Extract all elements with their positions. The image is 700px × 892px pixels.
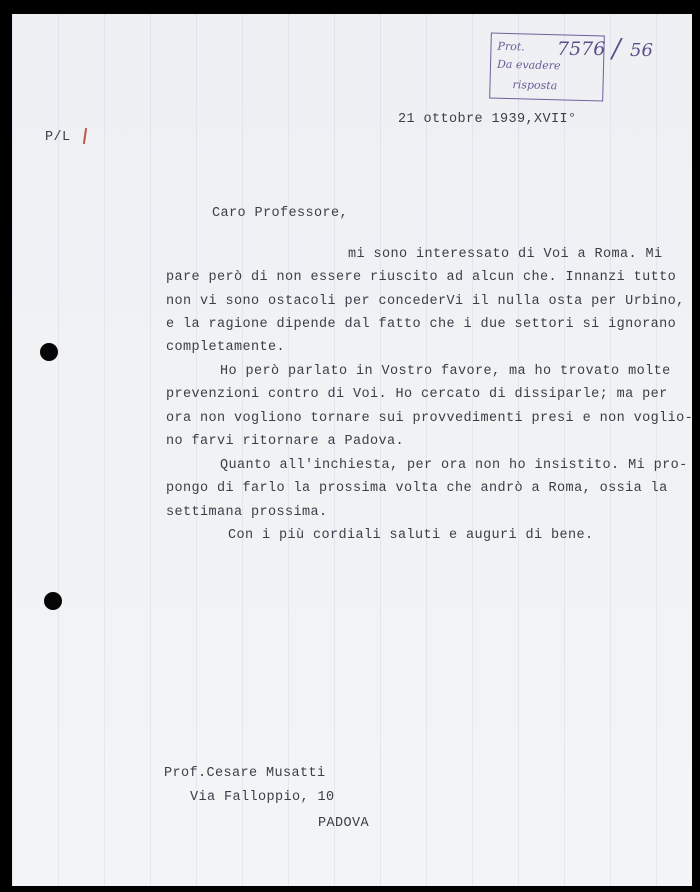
- letter-page: [12, 14, 692, 886]
- body-line: settimana prossima.: [166, 505, 328, 520]
- punch-hole: [44, 592, 62, 610]
- body-line: completamente.: [166, 340, 286, 355]
- body-line: Quanto all'inchiesta, per ora non ho insistito. Mi pro-: [220, 458, 688, 473]
- body-line: ora non vogliono tornare sui provvedimenti presi e non voglio-: [166, 411, 694, 426]
- body-line: non vi sono ostacoli per concederVi il nulla osta per Urbino,: [166, 294, 685, 309]
- stamp-line-2: Da evadere: [496, 57, 561, 73]
- letter-date: 21 ottobre 1939,XVII°: [398, 112, 577, 127]
- body-line: no farvi ritornare a Padova.: [166, 434, 405, 449]
- stamp-line-1: Prot.: [497, 39, 525, 54]
- body-line: pare però di non essere riuscito ad alcun che. Innanzi tutto: [166, 270, 677, 285]
- initials: P/L: [45, 130, 71, 145]
- body-line: prevenzioni contro di Voi. Ho cercato di dissiparle; ma per: [166, 387, 668, 402]
- recipient-name: Prof.Cesare Musatti: [164, 766, 326, 781]
- body-line: pongo di farlo la prossima volta che andrò a Roma, ossia la: [166, 481, 668, 496]
- punch-hole: [40, 343, 58, 361]
- handwritten-number: 7576: [557, 38, 606, 60]
- body-line: Con i più cordiali saluti e auguri di bene.: [228, 528, 594, 543]
- handwritten-slash: /: [612, 34, 621, 64]
- handwritten-ref: 56: [630, 40, 653, 61]
- recipient-city: PADOVA: [318, 816, 370, 831]
- body-line: e la ragione dipende dal fatto che i due settori si ignorano: [166, 317, 677, 332]
- recipient-street: Via Falloppio, 10: [190, 790, 335, 805]
- body-line: mi sono interessato di Voi a Roma. Mi: [348, 247, 663, 262]
- stamp-line-3: risposta: [512, 78, 558, 93]
- body-line: Ho però parlato in Vostro favore, ma ho trovato molte: [220, 364, 671, 379]
- salutation: Caro Professore,: [212, 206, 349, 221]
- red-pencil-mark: [83, 128, 87, 144]
